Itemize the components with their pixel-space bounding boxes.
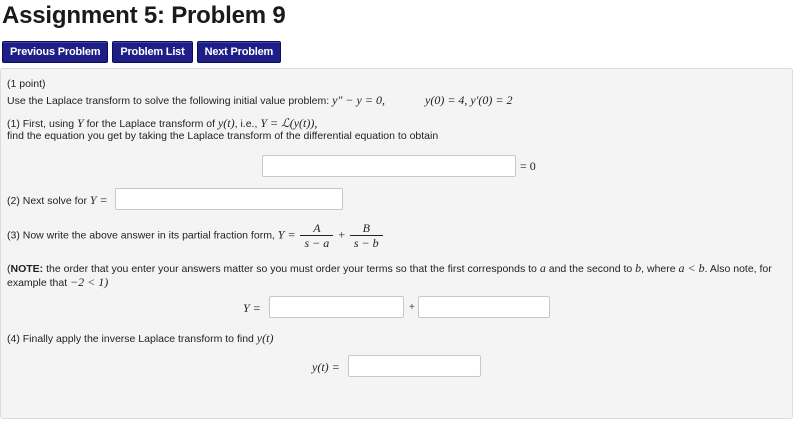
step1-text-b: for the Laplace transform of xyxy=(86,118,216,130)
step1-line1 xyxy=(7,116,317,131)
note-text-2: and the second to xyxy=(548,263,633,275)
fraction-B xyxy=(350,221,383,250)
step1-Y: Y xyxy=(77,116,84,130)
step4-label xyxy=(7,331,273,346)
pf-plus: + xyxy=(409,302,415,313)
page-title: Assignment 5: Problem 9 xyxy=(2,2,286,29)
transform-equation-input[interactable] xyxy=(262,155,516,177)
note-label: NOTE: xyxy=(10,263,44,275)
fraction-A xyxy=(300,221,333,250)
note-text-1: the order that you enter your answers matter so you must order your terms so that the first corresponds to xyxy=(46,263,537,275)
note-condition: a < b xyxy=(678,261,705,275)
fraction-B-den: s − b xyxy=(353,236,379,250)
step1-definition: Y = ℒ(y(t)), xyxy=(260,116,318,130)
fraction-plus: + xyxy=(338,227,345,242)
note-line1 xyxy=(7,261,772,276)
step3-label xyxy=(7,221,385,250)
initial-conditions: y(0) = 4, y′(0) = 2 xyxy=(425,93,513,107)
step1-line2: find the equation you get by taking the Laplace transform of the differential equation to obtain xyxy=(7,130,439,142)
step4-text: (4) Finally apply the inverse Laplace transform to find xyxy=(7,333,254,345)
partial-fraction-first-input[interactable] xyxy=(269,296,404,318)
note-a: a xyxy=(539,261,546,275)
next-problem-button[interactable]: Next Problem xyxy=(197,41,282,63)
step3-text: (3) Now write the above answer in its partial fraction form, xyxy=(7,229,275,242)
partial-fraction-second-input[interactable] xyxy=(418,296,550,318)
pf-Y-label: Y = xyxy=(243,301,261,315)
note-line2-math: −2 < 1) xyxy=(70,275,109,289)
y-of-t-input[interactable] xyxy=(348,355,481,377)
yt-answer-label: y(t) = xyxy=(312,360,340,374)
fraction-A-num: A xyxy=(300,221,333,236)
step1-text-a: (1) First, using xyxy=(7,118,75,130)
note-text-3: , where xyxy=(641,263,676,275)
step3-Y: Y = xyxy=(277,227,296,242)
equals-zero: = 0 xyxy=(520,159,536,173)
problem-intro xyxy=(7,93,385,108)
fraction-B-num: B xyxy=(350,221,383,236)
note-text-4: . Also note, for xyxy=(704,263,772,275)
note-open-paren: ( xyxy=(7,263,11,275)
problem-nav xyxy=(2,41,281,63)
note-line2 xyxy=(7,275,108,290)
problem-panel xyxy=(0,68,793,419)
note-line2-text: example that xyxy=(7,277,68,289)
intro-text: Use the Laplace transform to solve the following initial value problem: xyxy=(7,95,330,107)
step4-yt: y(t) xyxy=(256,331,274,345)
ode-equation: y″ − y = 0, xyxy=(332,93,385,107)
step2-Y: Y = xyxy=(89,193,108,207)
step2-text: (2) Next solve for xyxy=(7,195,87,207)
fraction-A-den: s − a xyxy=(304,236,330,250)
step1-text-c: , i.e., xyxy=(234,118,258,130)
note-b: b xyxy=(635,261,642,275)
step2-label xyxy=(7,193,108,208)
solve-Y-input[interactable] xyxy=(115,188,343,210)
previous-problem-button[interactable]: Previous Problem xyxy=(2,41,108,63)
point-value: (1 point) xyxy=(7,78,46,90)
step1-yt: y(t) xyxy=(217,116,235,130)
problem-list-button[interactable]: Problem List xyxy=(112,41,192,63)
